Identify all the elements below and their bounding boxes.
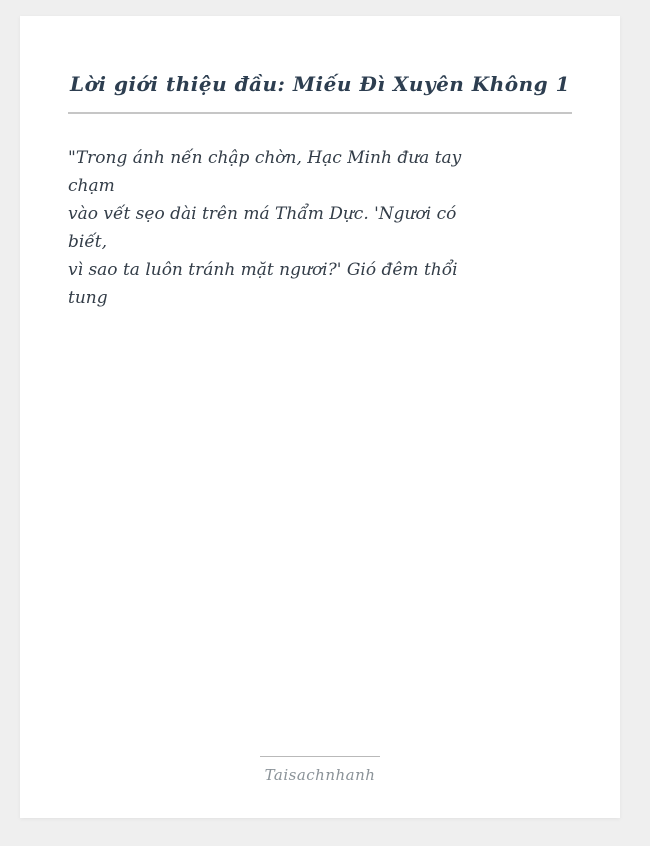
footer-divider (260, 756, 380, 757)
body-line: chạm (68, 176, 115, 196)
body-line: tung (68, 288, 108, 308)
chapter-title: Lời giới thiệu đầu: Miếu Đì Xuyên Không 1 (70, 72, 570, 96)
body-paragraph (68, 144, 572, 312)
blank-space (68, 312, 572, 756)
body-line: biết, (68, 232, 108, 252)
body-line: vào vết sẹo dài trên má Thẩm Dực. 'Ngươi có (68, 204, 457, 224)
footer-brand: Taisachnhanh (264, 766, 376, 784)
title-divider (68, 112, 572, 114)
page-footer (68, 756, 572, 790)
body-line: "Trong ánh nến chập chờn, Hạc Minh đưa tay (68, 148, 462, 168)
document-page (20, 16, 620, 818)
body-line: vì sao ta luôn tránh mặt ngươi?' Gió đêm thổi (68, 260, 458, 280)
